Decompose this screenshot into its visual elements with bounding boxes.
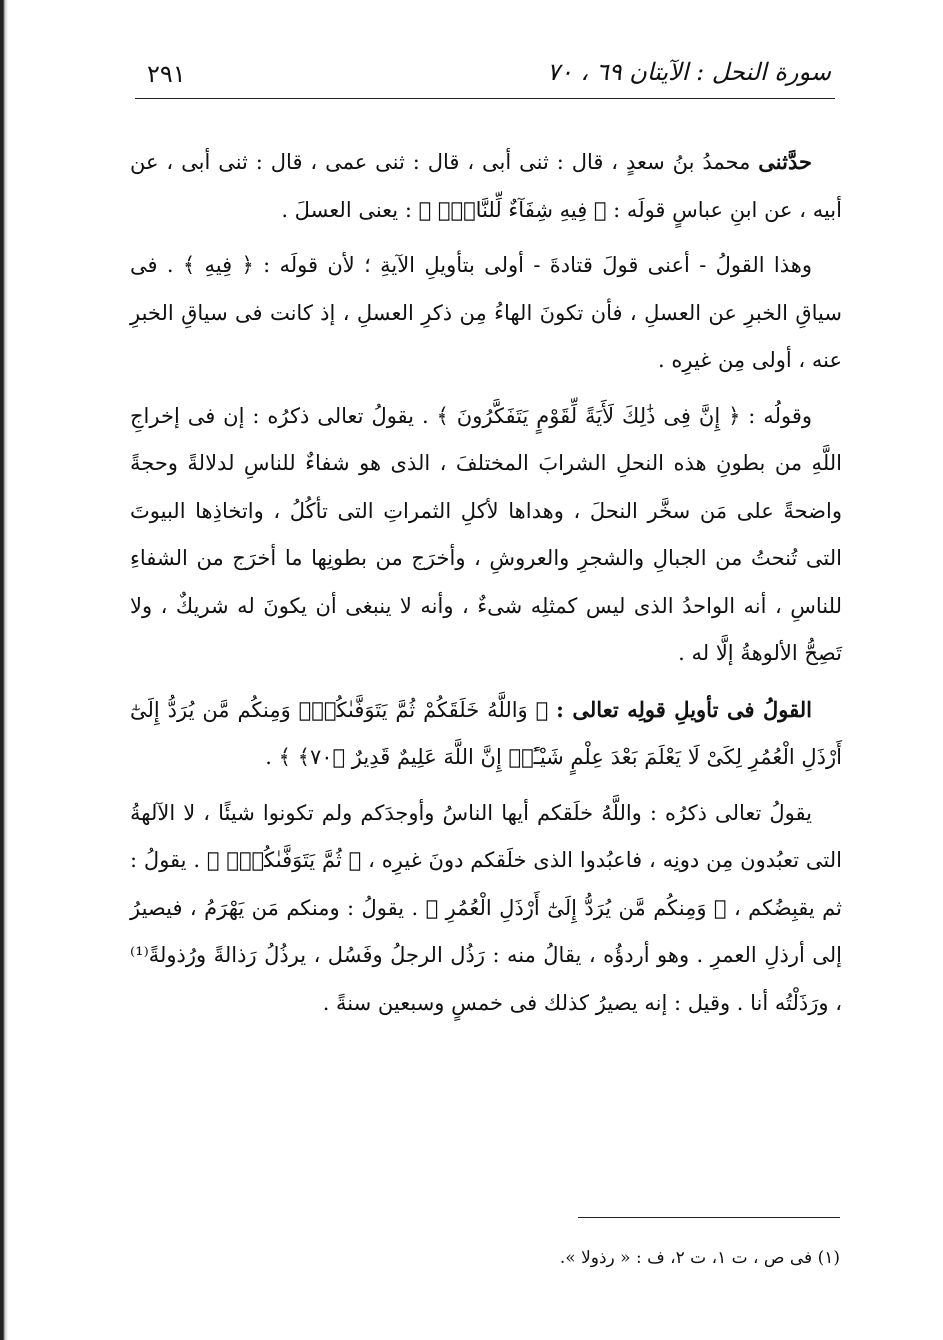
paragraph-text: يقولُ تعالى ذكرُه : واللَّهُ خلَقكم أيها الناسُ وأوجدَكم ولم تكونوا شيئًا ، لا الآلهةُ التى تعبُدون مِن دونِه ، فاعبُدوا الذى خلَقكم دونَ غيرِه ، ﴿ ثُمَّ يَتَوَفَّىٰكُمْۚ ﴾ . يقولُ : ثم يقبِضُكم ، ﴿ وَمِنكُم مَّن يُرَدُّ إِلَىٰٓ أَرْذَلِ الْعُمُرِ ﴾ . يقولُ : ومنكم مَن يَهْرَمُ ، فيصيرُ إلى أرذلِ العمرِ . وهو أردؤُه ، يقالُ منه : رَذُل الرجلُ وفَسُل ، يرذُلُ رَذالةً ورُذولةً⁽¹⁾ ، ورَذَلْتُه أنا . وقيل : إنه يصيرُ كذلك فى خمسٍ وسبعين سنةً . (130, 800, 842, 1015)
paragraph (130, 790, 842, 1028)
paragraph (130, 242, 842, 385)
header-rule (135, 98, 835, 99)
paragraph-text: وهذا القولُ - أعنى قولَ قتادةَ - أولى بتأويلِ الآيةِ ؛ لأن قولَه : ﴿ فِيهِ ﴾ . فى سياقِ الخبرِ عن العسلِ ، فأن تكونَ الهاءُ مِن ذكرِ العسلِ ، إذ كانت فى سياقِ الخبرِ عنه ، أولى مِن غيرِه . (130, 253, 842, 372)
page-number: ٢٩١ (147, 60, 186, 88)
main-text (130, 138, 842, 1035)
paragraph-text: وقولُه : ﴿ إِنَّ فِى ذَٰلِكَ لَأَيَةً لِّقَوْمٍ يَتَفَكَّرُونَ ﴾ . يقولُ تعالى ذكرُه : إن فى إخراجِ اللَّهِ من بطونِ هذه النحلِ الشرابَ المختلفَ ، الذى هو شفاءٌ للناسِ لدلالةً وحجةً واضحةً على مَن سخَّر النحلَ ، وهداها لأكلِ الثمراتِ التى تأكُلُ ، واتخاذِها البيوتَ التى تُنحتُ من الجبالِ والشجرِ والعروشِ ، وأخرَج من بطونِها ما أخرَج من الشفاءِ للناسِ ، أنه الواحدُ الذى ليس كمثلِه شىءٌ ، وأنه لا ينبغى أن يكونَ له شريكٌ ، ولا تَصِحُّ الألوهةُ إلَّا له . (130, 403, 842, 665)
paragraph-text: محمدُ بنُ سعدٍ ، قال : ثنى أبى ، قال : ثنى عمى ، قال : ثنى أبى ، عن أبيه ، عن ابنِ عباسٍ قولَه : ﴿ فِيهِ شِفَآءٌ لِّلنَّاسِۚ ﴾ : يعنى العسلَ . (130, 150, 842, 222)
section-heading-paragraph (130, 686, 842, 782)
footnote: (١) فى ص ، ت ١، ت ٢، ف : « رذولا ». (559, 1248, 840, 1268)
footnote-rule (578, 1217, 840, 1218)
paragraph (130, 138, 842, 234)
paragraph-lead: حدَّثنى (758, 149, 812, 174)
page-spine-shadow (0, 0, 8, 1340)
page-header (135, 52, 835, 100)
section-heading: القولُ فى تأويلِ قولِه تعالى : (556, 696, 812, 722)
quran-verse: ﴿ وَاللَّهُ خَلَقَكُمْ ثُمَّ يَتَوَفَّىٰكُمْۚ وَمِنكُم مَّن يُرَدُّ إِلَىٰٓ أَرْذَلِ الْعُمُرِ لِكَىْ لَا يَعْلَمَ بَعْدَ عِلْمٍ شَيْـًٔاۚ إِنَّ اللَّهَ عَلِيمٌ قَدِيرٌ ﴿٧٠﴾ ﴾ . (130, 697, 842, 769)
paragraph (130, 393, 842, 678)
running-title: سورة النحل : الآيتان ٦٩ ، ٧٠ (547, 58, 831, 86)
